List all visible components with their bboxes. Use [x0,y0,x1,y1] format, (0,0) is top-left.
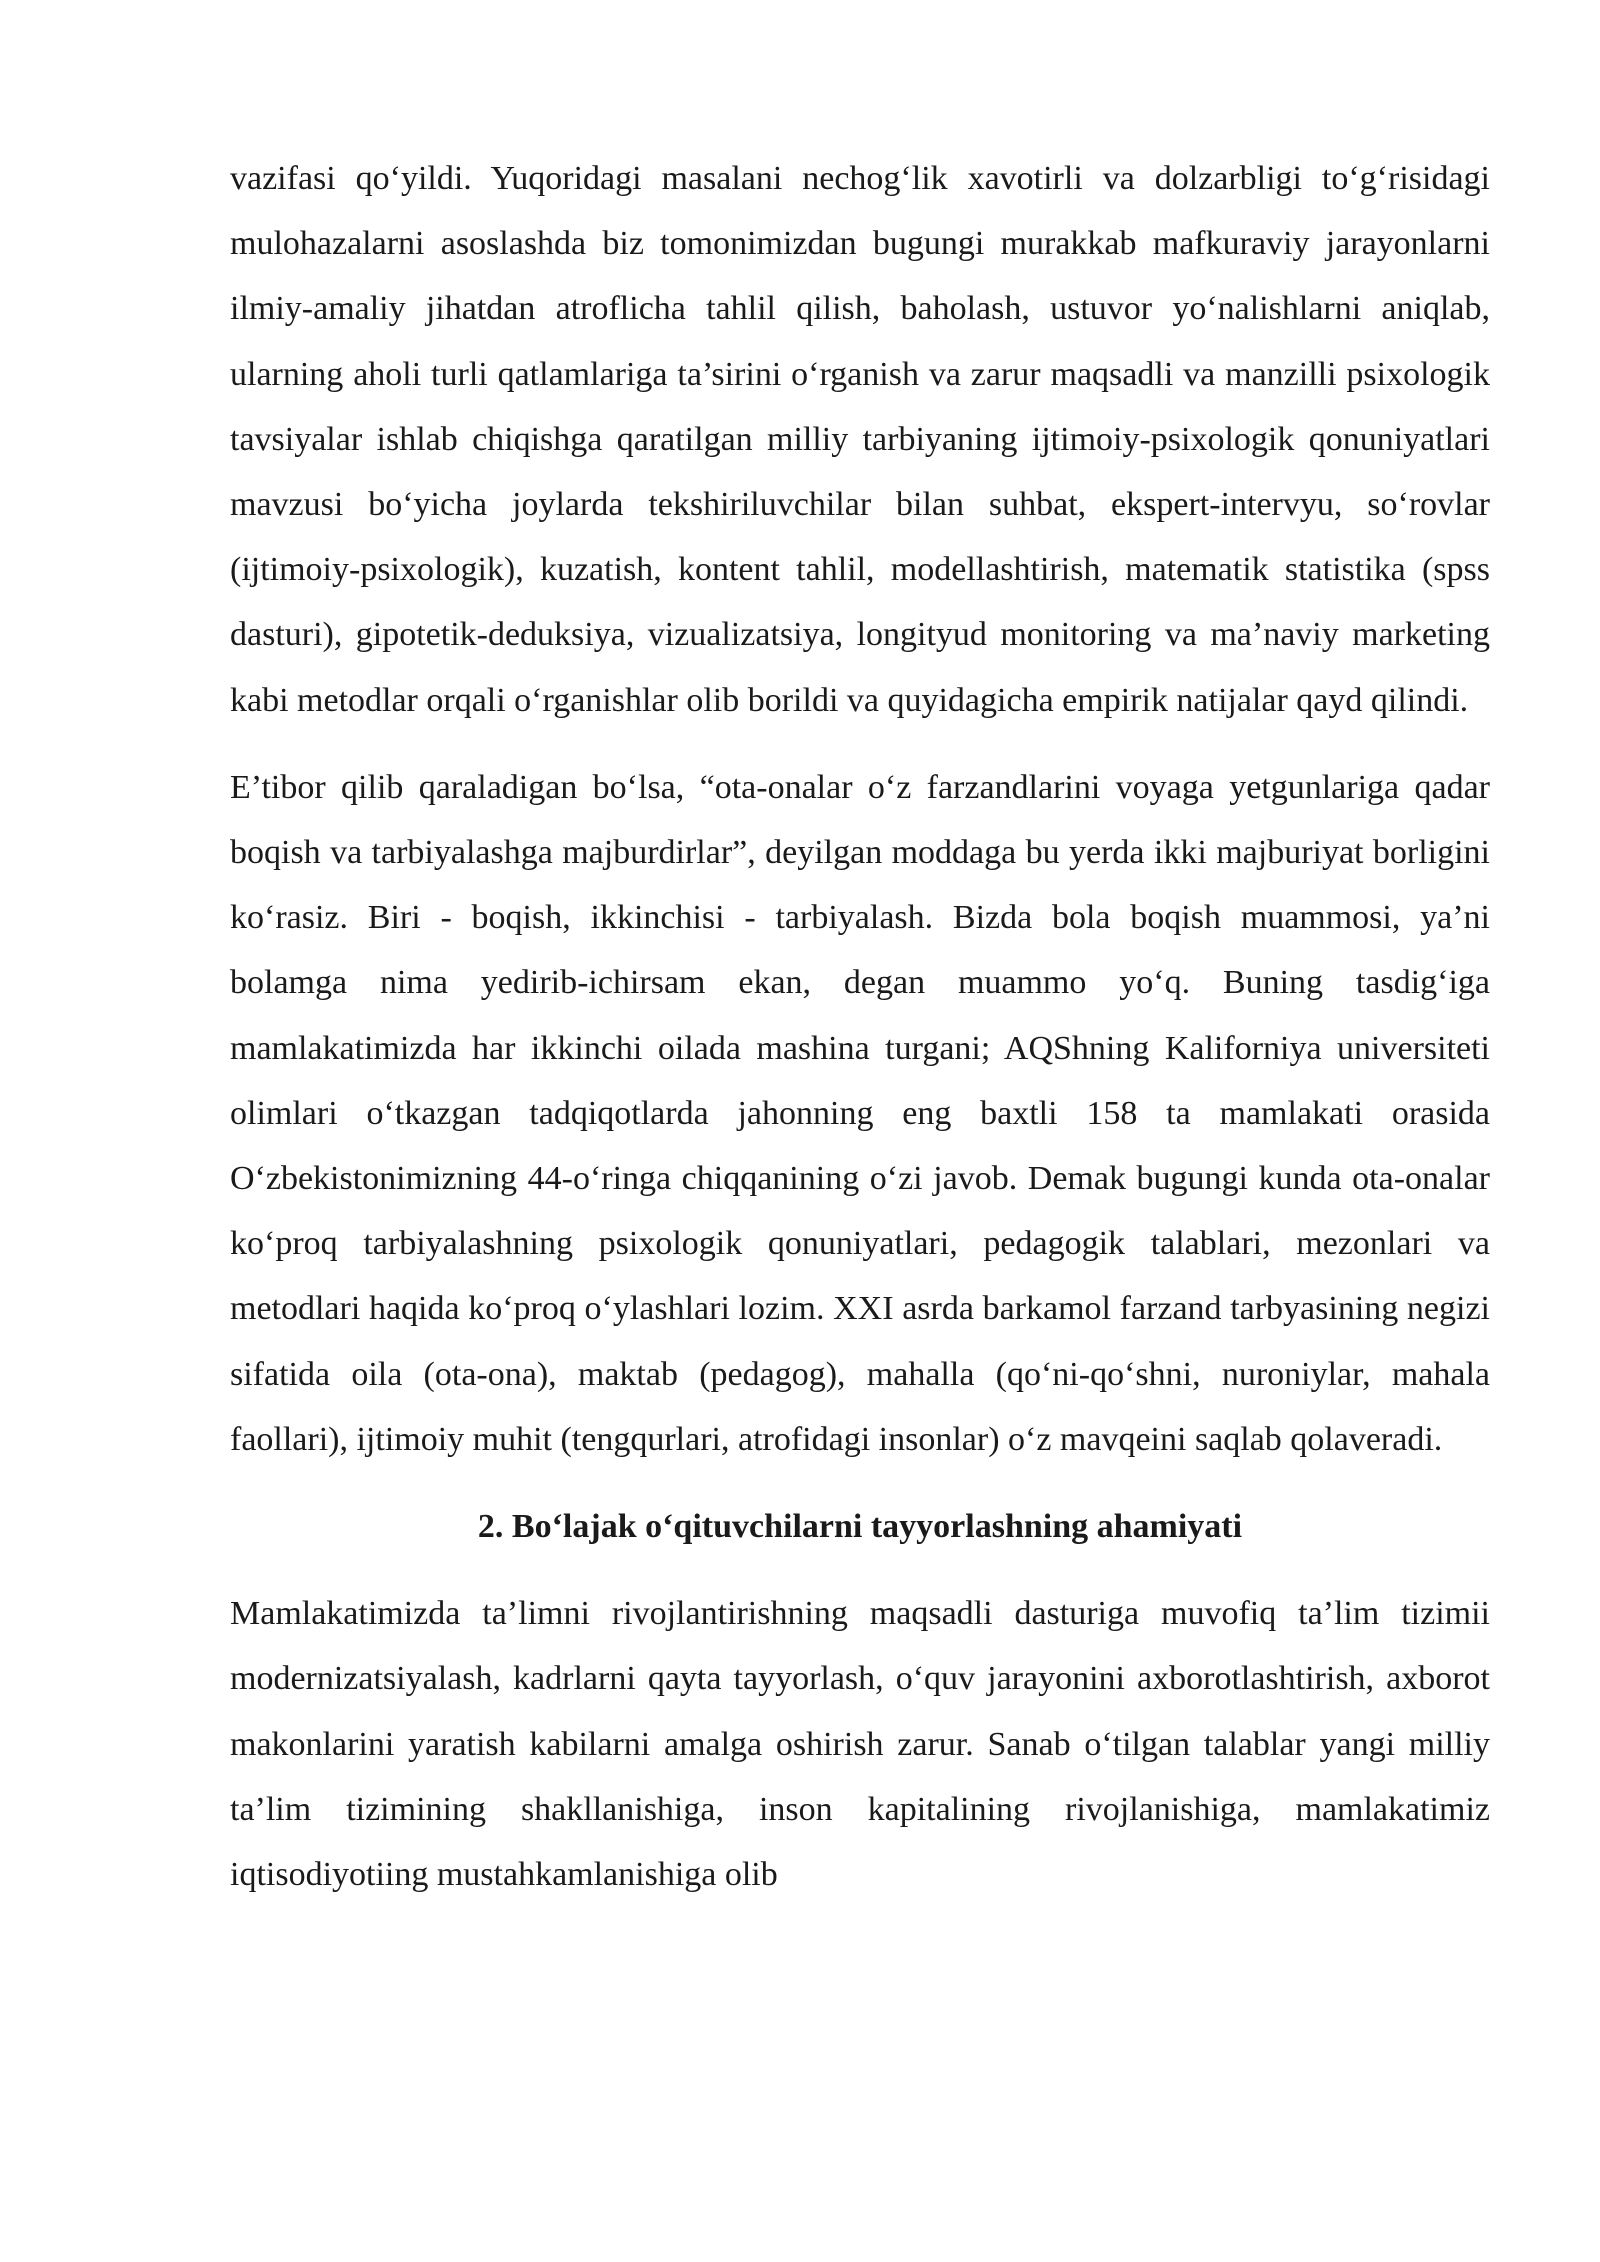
paragraph-research-methods: vazifasi qo‘yildi. Yuqoridagi masalani nechog‘lik xavotirli va dolzarbligi to‘g‘risidagi mulohazalarni asoslashda biz tomonimizdan bugungi murakkab mafkuraviy jarayonlarni ilmiy-amaliy jihatdan atroflicha tahlil qilish, baholash, ustuvor yo‘nalishlarni aniqlab, ularning aholi turli qatlamlariga ta’sirini o‘rganish va zarur maqsadli va manzilli psixologik tavsiyalar ishlab chiqishga qaratilgan milliy tarbiyaning ijtimoiy-psixologik qonuniyatlari mavzusi bo‘yicha joylarda tekshiriluvchilar bilan suhbat, ekspert-intervyu, so‘rovlar (ijtimoiy-psixologik), kuzatish, kontent tahlil, modellashtirish, matematik statistika (spss dasturi), gipotetik-deduksiya, vizualizatsiya, longityud monitoring va ma’naviy marketing kabi metodlar orqali o‘rganishlar olib borildi va quyidagicha empirik natijalar qayd qilindi. [230,160,1490,719]
paragraph-spacer [230,1472,1490,1494]
paragraph-spacer [230,1559,1490,1581]
paragraph-parental-obligations: E’tibor qilib qaraladigan bo‘lsa, “ota-onalar o‘z farzandlarini voyaga yetgunlariga qadar boqish va tarbiyalashga majburdirlar”, deyilgan moddaga bu yerda ikki majburiyat borligini ko‘rasiz. Biri - boqish, ikkinchisi - tarbiyalash. Bizda bola boqish muammosi, ya’ni bolamga nima yedirib-ichirsam ekan, degan muammo yo‘q. Buning tasdig‘iga mamlakatimizda har ikkinchi oilada mashina turgani; AQShning Kaliforniya universiteti olimlari o‘tkazgan tadqiqotlarda jahonning eng baxtli 158 ta mamlakati orasida O‘zbekistonimizning 44-o‘ringa chiqqanining o‘zi javob. Demak bugungi kunda ota-onalar ko‘proq tarbiyalashning psixologik qonuniyatlari, pedagogik talablari, mezonlari va metodlari haqida ko‘proq o‘ylashlari lozim. XXI asrda barkamol farzand tarbyasining negizi sifatida oila (ota-ona), maktab (pedagog), mahalla (qo‘ni-qo‘shni, nuroniylar, mahala faollari), ijtimoiy muhit (tengqurlari, atrofidagi insonlar) o‘z mavqeini saqlab qolaveradi. [230,768,1490,1458]
section-heading: 2. Bo‘lajak o‘qituvchilarni tayyorlashning ahamiyati [477,1508,1243,1546]
paragraph-spacer [230,733,1490,755]
document-page [230,146,1490,1907]
paragraph-education-modernization: Mamlakatimizda ta’limni rivojlantirishning maqsadli dasturiga muvofiq ta’lim tizimii modernizatsiyalash, kadrlarni qayta tayyorlash, o‘quv jarayonini axborotlashtirish, axborot makonlarini yaratish kabilarni amalga oshirish zarur. Sanab o‘tilgan talablar yangi milliy ta’lim tizimining shakllanishiga, inson kapitalining rivojlanishiga, mamlakatimiz iqtisodiyotiing mustahkamlanishiga olib [230,1595,1490,1894]
